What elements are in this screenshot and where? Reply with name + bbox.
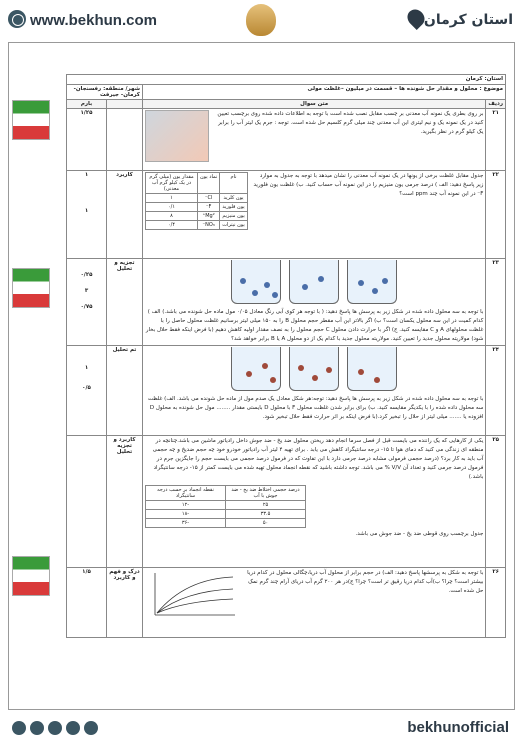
aparat-icon[interactable] <box>48 721 62 735</box>
antifreeze-cell: -۳۶ <box>146 519 226 528</box>
ion-cell: Mg²⁺ <box>198 212 220 221</box>
twitter-icon[interactable] <box>12 721 26 735</box>
youtube-icon[interactable] <box>66 721 80 735</box>
question-row <box>67 171 506 259</box>
beaker-c <box>231 260 281 304</box>
beaker-d <box>347 347 397 391</box>
question-row <box>67 436 506 568</box>
ion-cell: ۸ <box>146 212 198 221</box>
globe-icon <box>8 10 26 28</box>
ion-cell: ۰/۴ <box>146 221 198 230</box>
question-score: ۱ ۱ <box>67 171 107 259</box>
question-number: ۲۱ <box>486 109 506 171</box>
ion-table <box>145 172 248 230</box>
question-text: یکی از کارهایی که یک راننده می بایست قبل از فصل سرما انجام دهد ریختن محلول ضد یخ - ضد جوش داخل رادیاتور ماشین می باشد.چنانچه در منطقه ای زندگی می کنید که دمای هوا تا ۱۵- درجه سانتیگراد کاهش می یابد . برای تهیه ۴ لیتر آب رادیاتور خودرو خود چه حجم ضدیخ و چه حجمی آب باید به کار برد؟ (درصد حجمی فرمولی مشابه درصد جرمی دارد با این تفاوت که در فرمول درصد حجمی می بایست حجم را جایگزین جرم در فرمول درصد جرمی کنید و تعداد آن V/V % می باشد. توجه داشته باشید که نقطه انجماد محلول تهیه شده می بایست کمتر از ۱۵- درجه سانتیگراد باشد.) <box>152 438 484 480</box>
question-row <box>67 259 506 346</box>
antifreeze-cell: ۵۰ <box>226 519 306 528</box>
question-body <box>143 259 486 346</box>
beaker-e <box>289 347 339 391</box>
mineral-water-label-image <box>145 110 209 162</box>
question-body <box>143 436 486 568</box>
question-topic: تم تحلیل <box>107 346 143 436</box>
question-body <box>143 568 486 638</box>
beaker-b <box>289 260 339 304</box>
beaker-figure <box>145 260 483 306</box>
question-text: با توجه به سه محلول داده شده در شکل زیر به پرسش ها پاسخ دهید: توجه:هر شکل معادل یک صدم مول از ماده حل شونده می باشد. الف) غلظت سه محلول داده شده را با یکدیگر مقایسه کنید. ب) برای برابر شدن غلظت محلول F با محلول D بایستی مقدار ........ مول حل شونده به محلول D افزوده یا ....... میلی لیتر از حلال را تبخیر کرد.(با فرض اینکه بر اثر حرارت فقط حلال تبخیر شود. <box>147 396 484 420</box>
question-score: ۱/۵ <box>67 568 107 638</box>
question-body <box>143 346 486 436</box>
question-row <box>67 109 506 171</box>
question-topic: کاربرد <box>107 171 143 259</box>
province-label: استان کرمان <box>404 9 513 28</box>
column-header-score: بارم <box>67 100 107 109</box>
region-line: شهر/ منطقه: رفسنجان- کرمان- جیرفت <box>67 85 143 100</box>
antifreeze-cell: ۲۵ <box>226 501 306 510</box>
province-line: استان: کرمان <box>67 75 506 85</box>
site-footer <box>0 714 523 740</box>
column-header-text: متن سوال <box>143 100 486 109</box>
question-score: ۱/۲۵ <box>67 109 107 171</box>
question-text: با توجه به سه محلول داده شده در شکل زیر به پرسش ها پاسخ دهید: ( با توجه هر کوی آبی رنگ معادل ۰/۰۵ مول ماده حل شونده می باشد.) الف ) کدام کمیت در این سه محلول یکسان است؟ ب) اگر بالاتر این آب مقطر حجم محلول B را به ۱۵۰ میلی لیتر برسانیم غلظت محلول حاصل را با غلظت محلولهای A و C مقایسه کنید. ج) اگر با حرارت دادن محلول C حجم محلول را به نصف مقدار اولیه کاهش دهیم (با فرض اینکه فقط حلال بخار شود) مولاریته محلول جدید را تعیین کنید. مولاریته محلول جدید با کدام یک از دو محلول A یا B برابر خواهد شد؟ <box>145 309 484 342</box>
social-links <box>12 720 102 739</box>
question-number: ۲۴ <box>486 346 506 436</box>
question-number: ۲۳ <box>486 259 506 346</box>
telegram-icon[interactable] <box>30 721 44 735</box>
question-row <box>67 568 506 638</box>
ion-table-header: مقدار یون (میلی گرم در یک کیلو گرم آب معدنی) <box>146 173 198 194</box>
ion-cell: ۱ <box>146 194 198 203</box>
ion-cell: Cl⁻ <box>198 194 220 203</box>
ion-cell: یون فلورید <box>220 203 248 212</box>
site-header <box>0 0 523 40</box>
question-number: ۲۶ <box>486 568 506 638</box>
question-score <box>67 436 107 568</box>
question-body <box>143 171 486 259</box>
question-row <box>67 346 506 436</box>
flag-decoration <box>12 268 50 308</box>
question-topic <box>107 109 143 171</box>
bekhun-logo <box>246 4 276 36</box>
antifreeze-cell: -۱۲ <box>146 501 226 510</box>
antifreeze-table-header: نقطه انجماد بر حسب درجه سانتیگراد <box>146 486 226 501</box>
question-body <box>143 109 486 171</box>
flag-decoration <box>12 100 50 140</box>
question-number: ۲۵ <box>486 436 506 568</box>
question-score: ۱ ۰/۵ <box>67 346 107 436</box>
exam-table <box>66 74 506 638</box>
ion-cell: یون کلرید <box>220 194 248 203</box>
beaker-figure <box>145 347 483 393</box>
iran-flag-icon <box>12 100 50 140</box>
ion-cell: NO₃⁻ <box>198 221 220 230</box>
question-number: ۲۲ <box>486 171 506 259</box>
flag-decoration <box>12 556 50 596</box>
solubility-graph-image <box>145 569 241 621</box>
ion-table-header: نماد یون <box>198 173 220 194</box>
question-topic: تجزیه و تحلیل <box>107 259 143 346</box>
question-score: ۰/۲۵ ۳ ۰/۷۵ <box>67 259 107 346</box>
antifreeze-cell: ۳۳.۵ <box>226 510 306 519</box>
instagram-icon[interactable] <box>84 721 98 735</box>
social-handle[interactable]: bekhunofficial <box>407 719 509 736</box>
question-topic: کاربرد و تجزیه تحلیل <box>107 436 143 568</box>
antifreeze-caption: جدول برچسب روی قوطی ضد یخ - ضد جوش می باشد. <box>355 531 484 537</box>
column-header-row: ردیف <box>486 100 506 109</box>
column-header-topic <box>107 100 143 109</box>
iran-flag-icon <box>12 556 50 596</box>
topic-line: موضوع : محلول و مقدار حل شونده ها – قسمت در میلیون –غلظت مولی <box>143 85 506 100</box>
antifreeze-table-header: درصد حجمی اختلاط ضد یخ - ضد جوش با آب <box>226 486 306 501</box>
ion-cell: F⁻ <box>198 203 220 212</box>
antifreeze-cell: -۱۸ <box>146 510 226 519</box>
ion-table-header: نام <box>220 173 248 194</box>
iran-flag-icon <box>12 268 50 308</box>
ion-cell: یون منیزیم <box>220 212 248 221</box>
beaker-f <box>231 347 281 391</box>
question-text: بر روی بطری یک نمونه آب معدنی بر چسب مقابل نصب شده است با توجه به اطلاعات داده شده روی برچسب تعیین کنید در یک نمونه یک و نیم لیتری این آب معدنی چند میلی گرم کلسیم حل شده است. توجه : جرم یک لیتر آب را برابر یک کیلو گرم در نظر بگیرید. <box>217 111 484 135</box>
question-text: جدول مقابل غلظت برخی از یونها در یک نمونه آب معدنی را نشان میدهد با توجه به جدول به موارد زیر پاسخ دهید: الف ) درصد جرمی یون منیزیم را در این نمونه آب حساب کنید. ب) غلظت یون فلورید F⁻ در این نمونه آب چند ppm است؟ <box>253 173 484 197</box>
question-topic: درک و فهم و کاربرد <box>107 568 143 638</box>
ion-cell: یون نیترات <box>220 221 248 230</box>
beaker-a <box>347 260 397 304</box>
question-text: با توجه به شکل به پرسشها پاسخ دهید: الف) در حجم برابر از محلول آب دریا،چگالی محلول در کدام دریا بیشتر است؟ چرا؟ ب)آب کدام دریا رقیق تر است؟ چرا؟ ج)در هر ۲۰۰ گرم آب دریای آرام چند گرم نمک حل شده است. <box>247 570 484 594</box>
antifreeze-table <box>145 485 306 528</box>
ion-cell: ۰/۱ <box>146 203 198 212</box>
site-url[interactable]: www.bekhun.com <box>8 10 157 29</box>
